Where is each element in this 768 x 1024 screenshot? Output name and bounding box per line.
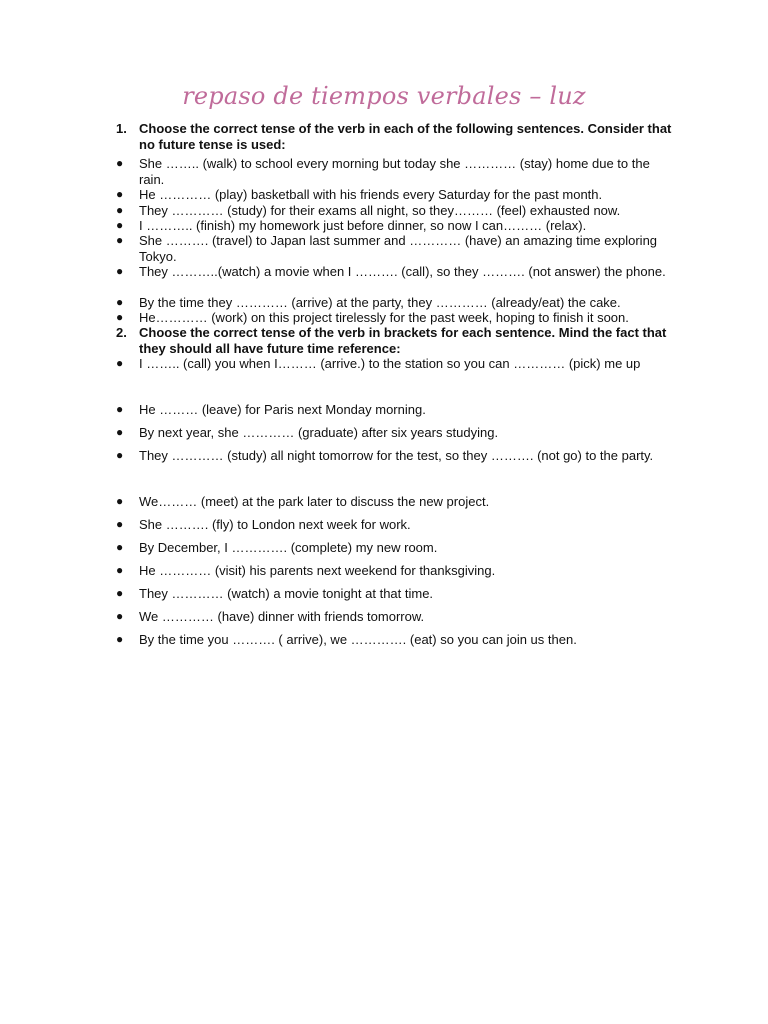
exercise-sentence: They ………..(watch) a movie when I ………. (call), so they ………. (not answer) the phone. <box>139 264 666 279</box>
exercise-sentence: She ………. (fly) to London next week for work. <box>139 517 411 532</box>
section-1-item <box>116 264 678 280</box>
section-1-item <box>116 233 678 264</box>
bullet-icon: ● <box>116 448 124 462</box>
section-1-heading <box>116 121 676 152</box>
exercise-sentence: They ………… (study) all night tomorrow for the test, so they ………. (not go) to the party. <box>139 448 654 463</box>
exercise-sentence: By the time you ………. ( arrive), we …………. (eat) so you can join us then. <box>139 632 577 647</box>
bullet-icon: ● <box>116 425 124 439</box>
section-2-item <box>116 586 678 602</box>
exercise-sentence: By the time they ………… (arrive) at the party, they ………… (already/eat) the cake. <box>139 295 621 310</box>
exercise-sentence: We ………… (have) dinner with friends tomorrow. <box>139 609 425 624</box>
bullet-icon: ● <box>116 540 124 554</box>
section-1-item <box>116 203 678 219</box>
exercise-sentence: I ……….. (finish) my homework just before dinner, so now I can……… (relax). <box>139 218 587 233</box>
section-2-item <box>116 540 678 556</box>
bullet-icon: ● <box>116 310 124 324</box>
section-2-item <box>116 632 678 648</box>
bullet-icon: ● <box>116 156 124 170</box>
exercise-sentence: He ………… (play) basketball with his friends every Saturday for the past month. <box>139 187 603 202</box>
bullet-icon: ● <box>116 203 124 217</box>
section-2-item <box>116 425 678 441</box>
exercise-sentence: They ………… (study) for their exams all night, so they……… (feel) exhausted now. <box>139 203 621 218</box>
bullet-icon: ● <box>116 264 124 278</box>
exercise-sentence: I …….. (call) you when I……… (arrive.) to the station so you can ………… (pick) me up <box>139 356 641 371</box>
exercise-sentence: We……… (meet) at the park later to discuss the new project. <box>139 494 490 509</box>
section-1-item <box>116 187 678 203</box>
exercise-sentence: By December, I …………. (complete) my new room. <box>139 540 438 555</box>
exercise-sentence: By next year, she ………… (graduate) after six years studying. <box>139 425 499 440</box>
section-1-item <box>116 156 678 187</box>
section-2-item <box>116 444 678 467</box>
bullet-icon: ● <box>116 218 124 232</box>
section-2-item <box>116 563 678 579</box>
bullet-icon: ● <box>116 356 124 370</box>
section-1-instructions: Choose the correct tense of the verb in each of the following sentences. Consider that no future tense is used: <box>139 121 672 152</box>
section-1-item <box>116 218 678 234</box>
bullet-icon: ● <box>116 295 124 309</box>
bullet-icon: ● <box>116 586 124 600</box>
bullet-icon: ● <box>116 632 124 646</box>
exercise-sentence: He………… (work) on this project tirelessly for the past week, hoping to finish it soon. <box>139 310 629 325</box>
worksheet-title: repaso de tiempos verbales – luz <box>182 82 586 110</box>
section-2-number: 2. <box>116 325 127 340</box>
section-1-item <box>116 295 678 311</box>
exercise-sentence: She ………. (travel) to Japan last summer and ………… (have) an amazing time exploring Tokyo. <box>139 233 658 264</box>
bullet-icon: ● <box>116 233 124 247</box>
bullet-icon: ● <box>116 402 124 416</box>
bullet-icon: ● <box>116 187 124 201</box>
section-2-item <box>116 352 678 375</box>
bullet-icon: ● <box>116 494 124 508</box>
exercise-sentence: She …….. (walk) to school every morning but today she ………… (stay) home due to the rain. <box>139 156 650 187</box>
section-1-number: 1. <box>116 121 127 136</box>
bullet-icon: ● <box>116 609 124 623</box>
section-2-instructions: Choose the correct tense of the verb in brackets for each sentence. Mind the fact that they should all have future time reference: <box>139 325 667 356</box>
section-2-item <box>116 402 678 418</box>
bullet-icon: ● <box>116 563 124 577</box>
section-2-item <box>116 517 678 533</box>
exercise-sentence: They ………… (watch) a movie tonight at that time. <box>139 586 434 601</box>
section-2-item <box>116 494 678 510</box>
bullet-icon: ● <box>116 517 124 531</box>
exercise-sentence: He ……… (leave) for Paris next Monday morning. <box>139 402 426 417</box>
section-1-item <box>116 310 678 326</box>
section-2-item <box>116 609 678 625</box>
exercise-sentence: He ………… (visit) his parents next weekend for thanksgiving. <box>139 563 496 578</box>
